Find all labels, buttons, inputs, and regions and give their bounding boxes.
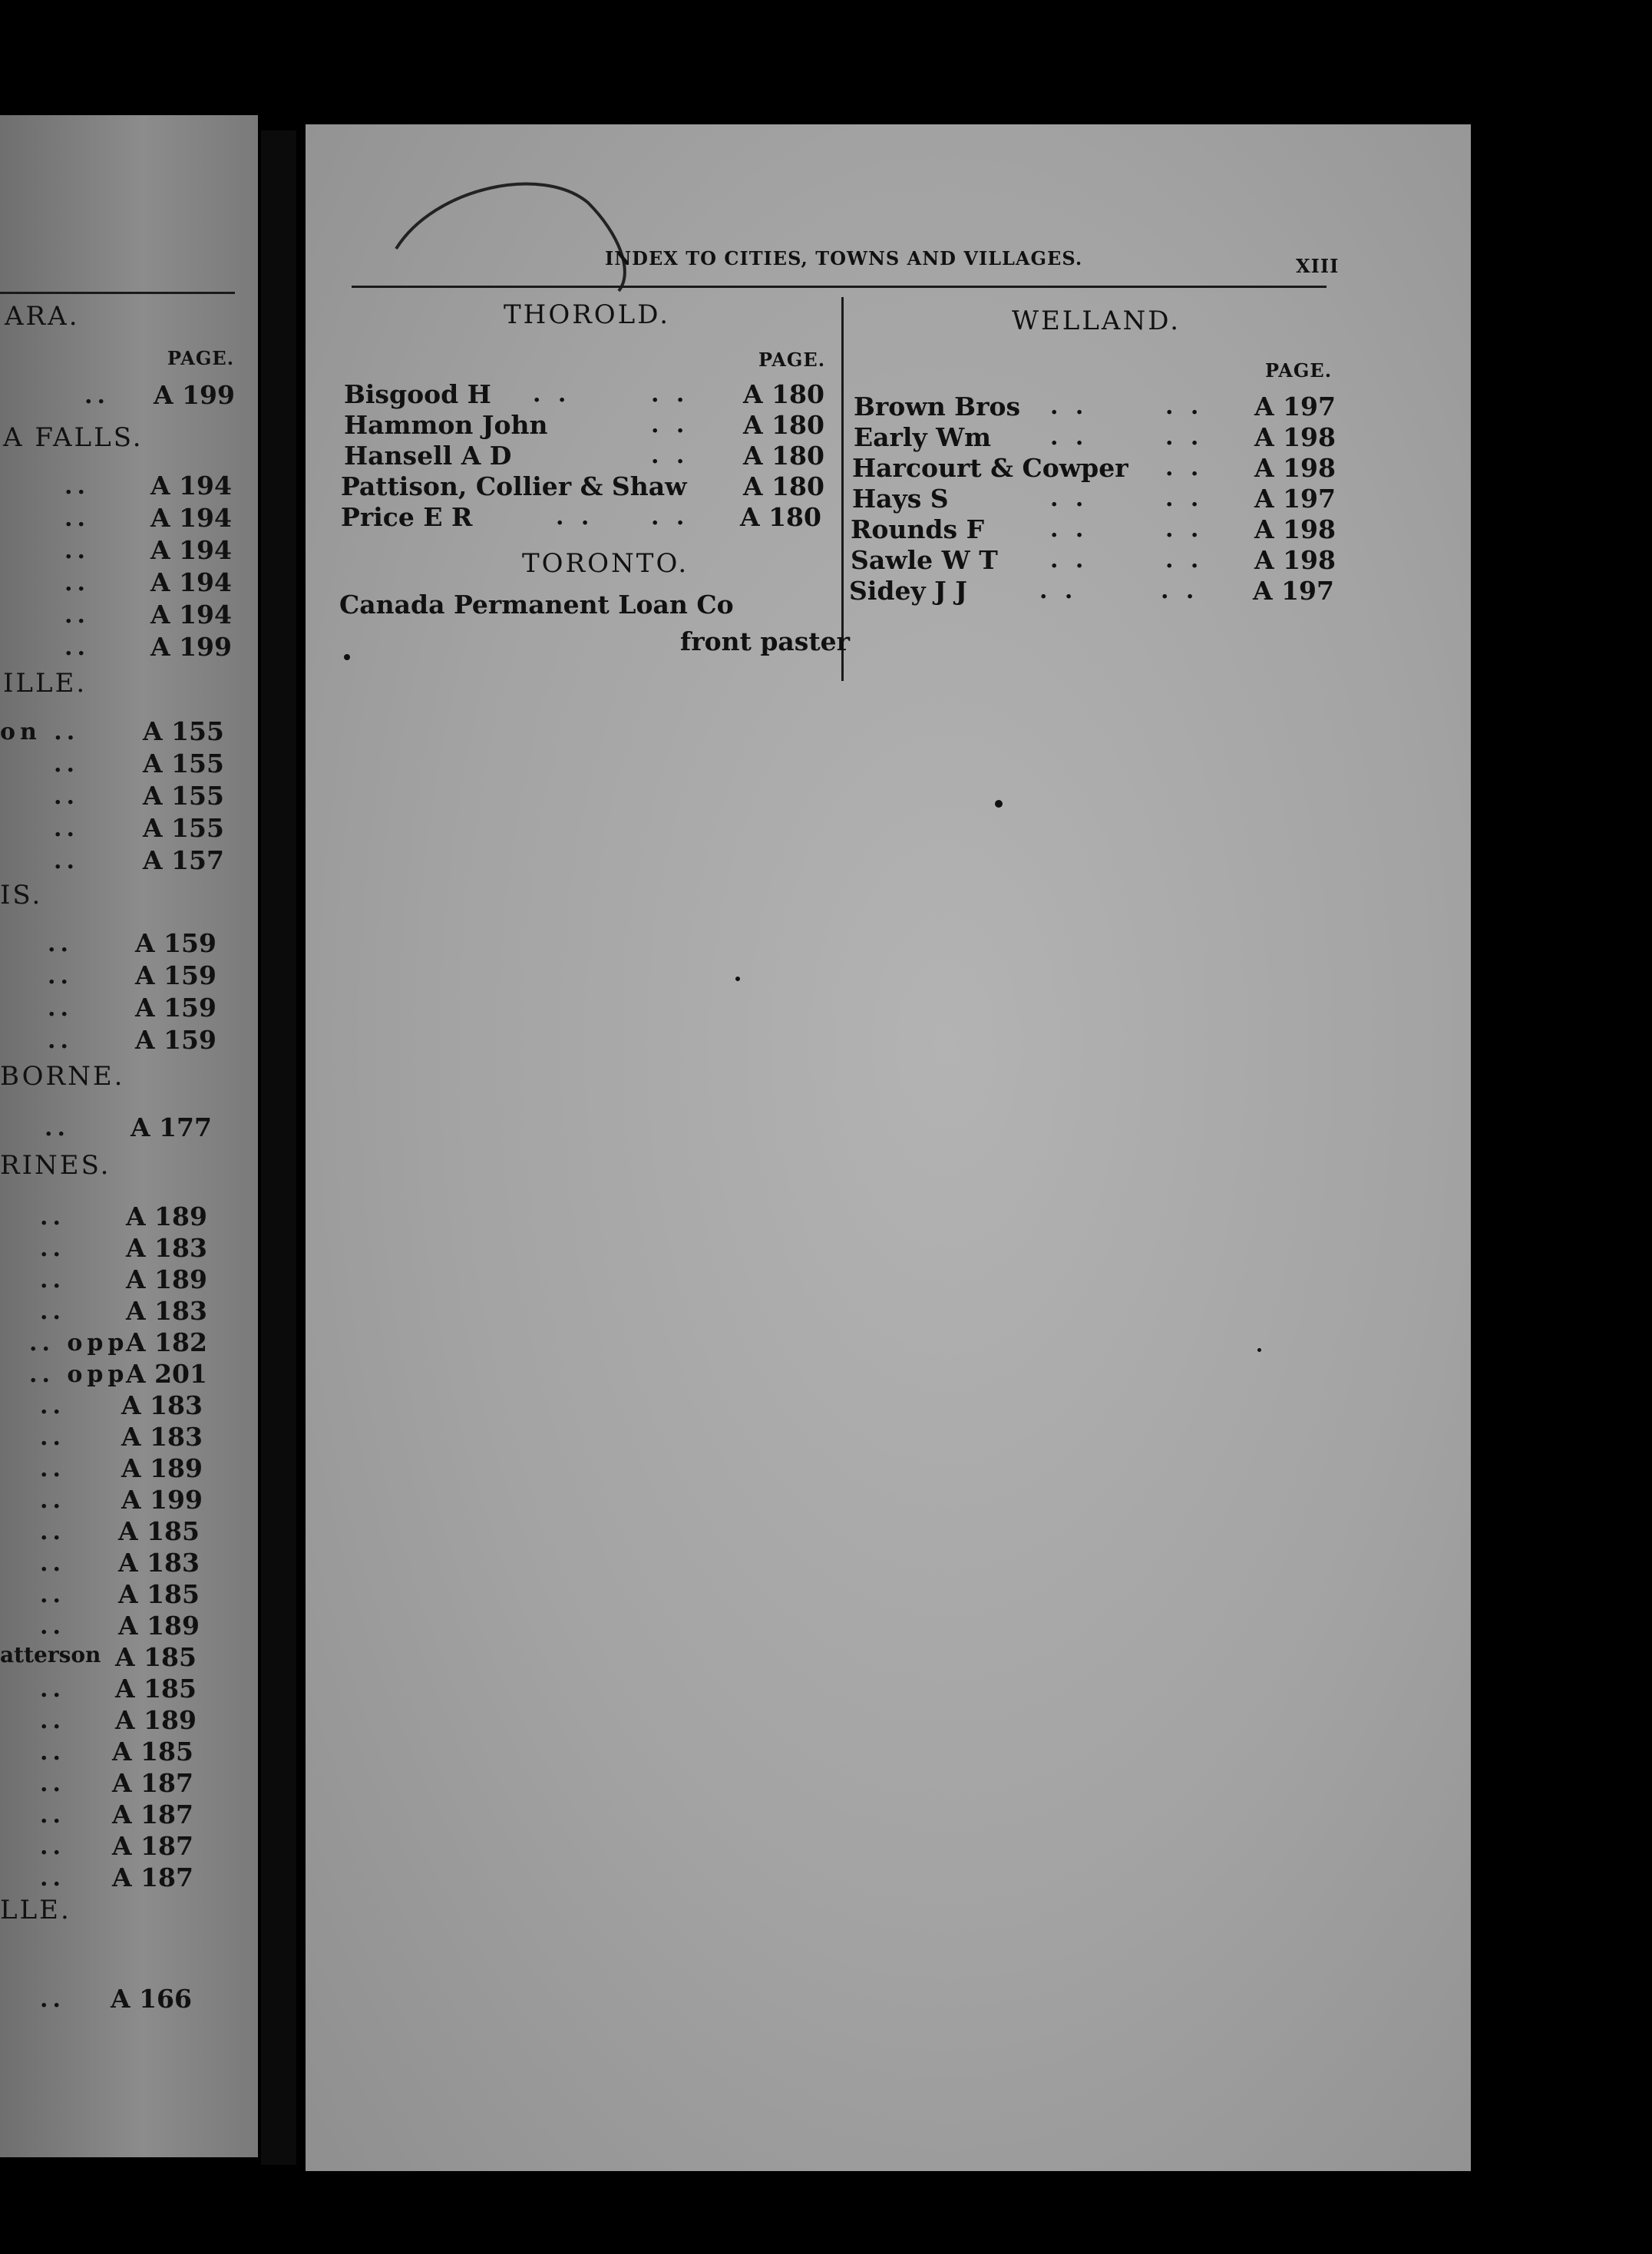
thorold-entry-name: Price E R <box>341 502 473 532</box>
left-entry-ref: A 159 <box>135 1025 216 1055</box>
left-entry-ref: A 199 <box>150 632 232 662</box>
left-entry-label: .. <box>84 382 110 409</box>
left-section-tail: IS. <box>0 880 43 911</box>
left-entry-ref: A 159 <box>135 928 216 958</box>
left-entry-label: .. <box>40 1802 65 1829</box>
left-entry-label: .. <box>48 963 73 990</box>
thorold-entry-ref: A 180 <box>743 410 824 440</box>
pencil-mark-icon <box>388 157 634 295</box>
left-entry-ref: A 157 <box>143 845 224 875</box>
welland-entry-ref: A 198 <box>1254 422 1336 452</box>
left-entry-label: .. <box>40 1865 65 1892</box>
left-entry-label: .. <box>40 1519 65 1545</box>
leader-dots: . . <box>1165 424 1204 451</box>
welland-entry-name: Brown Bros <box>854 392 1021 421</box>
left-section-tail: ILLE. <box>3 668 88 699</box>
left-entry-label: .. <box>40 1676 65 1703</box>
welland-entry-name: Sidey J J <box>849 576 967 606</box>
left-entry-label: .. <box>40 1456 65 1482</box>
left-entry-ref: A 199 <box>154 380 235 410</box>
left-entry-label: .. <box>40 1298 65 1325</box>
left-entry-label: .. <box>40 1613 65 1640</box>
thorold-entry-ref: A 180 <box>743 379 824 409</box>
left-entry-ref: A 177 <box>131 1112 212 1142</box>
left-entry-label: .. <box>64 570 90 597</box>
head-rule <box>352 286 1327 288</box>
leader-dots: . . <box>1161 577 1199 604</box>
left-entry-ref: A 185 <box>118 1579 200 1609</box>
leader-dots: . . <box>1165 393 1204 420</box>
left-entry-label: .. <box>54 815 79 842</box>
left-entry-label: .. <box>40 1487 65 1514</box>
left-entry-label: .. <box>40 1739 65 1766</box>
left-entry-label: atterson <box>0 1642 101 1667</box>
left-entry-ref: A 194 <box>150 471 232 501</box>
leader-dots: . . <box>651 411 689 438</box>
toronto-heading: TORONTO. <box>522 548 689 579</box>
welland-entry-ref: A 197 <box>1253 576 1334 606</box>
thorold-heading: THOROLD. <box>504 299 671 330</box>
welland-entry-ref: A 198 <box>1254 514 1336 544</box>
paper-speck <box>995 800 1003 808</box>
left-entry-ref: A 189 <box>126 1264 207 1294</box>
leader-dots: . . <box>651 442 689 469</box>
left-entry-ref: A 182 <box>126 1327 207 1357</box>
left-entry-ref: A 166 <box>111 1984 192 2014</box>
leader-dots: . . <box>1165 485 1204 512</box>
left-entry-ref: A 155 <box>143 781 224 811</box>
left-entry-ref: A 187 <box>112 1831 193 1861</box>
left-entry-label: .. <box>40 1833 65 1860</box>
welland-entry-name: Sawle W T <box>851 545 998 575</box>
thorold-entry-name: Pattison, Collier & Shaw <box>341 471 687 501</box>
left-entry-ref: A 201 <box>126 1359 207 1389</box>
left-entry-label: .. <box>64 537 90 564</box>
left-entry-label: .. <box>45 1115 70 1142</box>
welland-entry-name: Hays S <box>852 484 949 514</box>
left-section-tail: BORNE. <box>0 1061 125 1092</box>
leader-dots: . . <box>1165 454 1204 481</box>
left-entry-label: .. <box>64 602 90 629</box>
left-entry-ref: A 185 <box>118 1516 200 1546</box>
thorold-entry-ref: A 180 <box>740 502 821 532</box>
leader-dots: . . <box>1165 547 1204 573</box>
left-entry-ref: A 159 <box>135 993 216 1023</box>
left-entry-label: .. <box>40 1267 65 1294</box>
index-page <box>306 124 1471 2171</box>
left-entry-label: .. <box>54 848 79 874</box>
left-entry-ref: A 187 <box>112 1800 193 1829</box>
left-entry-label: .. <box>40 1424 65 1451</box>
leader-dots: . . <box>1165 516 1204 543</box>
left-entry-label: .. <box>40 1581 65 1608</box>
left-entry-ref: A 155 <box>143 749 224 778</box>
welland-entry-name: Rounds F <box>851 514 984 544</box>
paper-speck <box>735 977 740 981</box>
left-entry-ref: A 189 <box>121 1453 203 1483</box>
left-section-tail: RINES. <box>0 1150 111 1181</box>
leader-dots: . . <box>1039 577 1078 604</box>
left-section-tail: ARA. <box>5 301 80 332</box>
left-entry-ref: A 185 <box>115 1674 197 1704</box>
paper-speck <box>1257 1348 1261 1352</box>
toronto-entry-name: Canada Permanent Loan Co <box>339 590 734 620</box>
thorold-page-label: PAGE. <box>758 349 826 371</box>
toronto-entry-ref: front paster <box>680 626 850 656</box>
thorold-entry-name: Hammon John <box>344 410 548 440</box>
leader-dots: . . <box>1050 424 1089 451</box>
welland-entry-name: Harcourt & Cowper <box>852 453 1128 483</box>
left-entry-ref: A 183 <box>121 1422 203 1452</box>
thorold-entry-ref: A 180 <box>743 471 824 501</box>
left-entry-ref: A 155 <box>143 813 224 843</box>
leader-dots: . . <box>556 504 594 530</box>
left-entry-label: .. <box>40 1235 65 1262</box>
folio: XIII <box>1296 255 1340 277</box>
left-entry-ref: A 199 <box>121 1485 203 1515</box>
left-entry-label: .. <box>48 995 73 1022</box>
thorold-entry-ref: A 180 <box>743 441 824 471</box>
leader-dots: . . <box>1050 393 1089 420</box>
left-entry-ref: A 189 <box>126 1201 207 1231</box>
welland-entry-ref: A 198 <box>1254 545 1336 575</box>
left-section-tail: A FALLS. <box>3 422 144 453</box>
left-entry-label: .. <box>48 930 73 957</box>
left-page-label: PAGE. <box>167 347 235 369</box>
left-entry-ref: A 194 <box>150 600 232 630</box>
column-divider <box>841 297 844 681</box>
welland-entry-name: Early Wm <box>854 422 992 452</box>
welland-page-label: PAGE. <box>1265 359 1333 382</box>
welland-entry-ref: A 197 <box>1254 484 1336 514</box>
left-entry-ref: A 189 <box>118 1611 200 1641</box>
left-entry-ref: A 194 <box>150 535 232 565</box>
left-entry-label: .. <box>40 1550 65 1577</box>
left-entry-ref: A 187 <box>112 1862 193 1892</box>
running-head: INDEX TO CITIES, TOWNS AND VILLAGES. <box>605 247 1083 269</box>
welland-entry-ref: A 198 <box>1254 453 1336 483</box>
left-entry-ref: A 185 <box>115 1642 197 1672</box>
left-head-rule <box>0 292 235 294</box>
leader-dots: . . <box>651 381 689 408</box>
leader-dots: . . <box>651 504 689 530</box>
leader-dots: . . <box>533 381 571 408</box>
welland-heading: WELLAND. <box>1012 306 1181 336</box>
left-entry-ref: A 185 <box>112 1737 193 1767</box>
left-entry-label: .. <box>40 1393 65 1419</box>
left-entry-label: .. opp <box>29 1361 129 1388</box>
left-entry-label: .. <box>54 783 79 810</box>
welland-entry-ref: A 197 <box>1254 392 1336 421</box>
left-entry-ref: A 189 <box>115 1705 197 1735</box>
leader-dots: . . <box>1050 485 1089 512</box>
left-entry-label: .. <box>40 1204 65 1231</box>
left-entry-ref: A 194 <box>150 567 232 597</box>
left-entry-label: .. <box>54 751 79 778</box>
left-section-tail: LLE. <box>0 1895 71 1925</box>
binding-gutter <box>261 131 296 2165</box>
left-entry-label: .. <box>48 1027 73 1054</box>
left-entry-label: .. opp <box>29 1330 129 1357</box>
leader-dots: . . <box>1050 547 1089 573</box>
left-entry-ref: A 194 <box>150 503 232 533</box>
left-entry-label: .. <box>64 505 90 532</box>
left-page-fragment <box>0 115 258 2157</box>
left-entry-label: .. <box>64 634 90 661</box>
left-entry-ref: A 183 <box>121 1390 203 1420</box>
leader-dots: . . <box>1050 516 1089 543</box>
left-entry-ref: A 155 <box>143 716 224 746</box>
left-entry-ref: A 183 <box>126 1233 207 1263</box>
left-entry-label: .. <box>40 1986 65 2013</box>
left-entry-ref: A 183 <box>118 1548 200 1578</box>
left-entry-label: .. <box>40 1707 65 1734</box>
left-entry-label: .. <box>40 1770 65 1797</box>
left-entry-ref: A 183 <box>126 1296 207 1326</box>
paper-speck <box>344 654 350 660</box>
left-entry-label: on .. <box>0 719 80 745</box>
thorold-entry-name: Bisgood H <box>344 379 491 409</box>
left-entry-label: .. <box>64 473 90 500</box>
thorold-entry-name: Hansell A D <box>344 441 512 471</box>
left-entry-ref: A 187 <box>112 1768 193 1798</box>
left-entry-ref: A 159 <box>135 960 216 990</box>
